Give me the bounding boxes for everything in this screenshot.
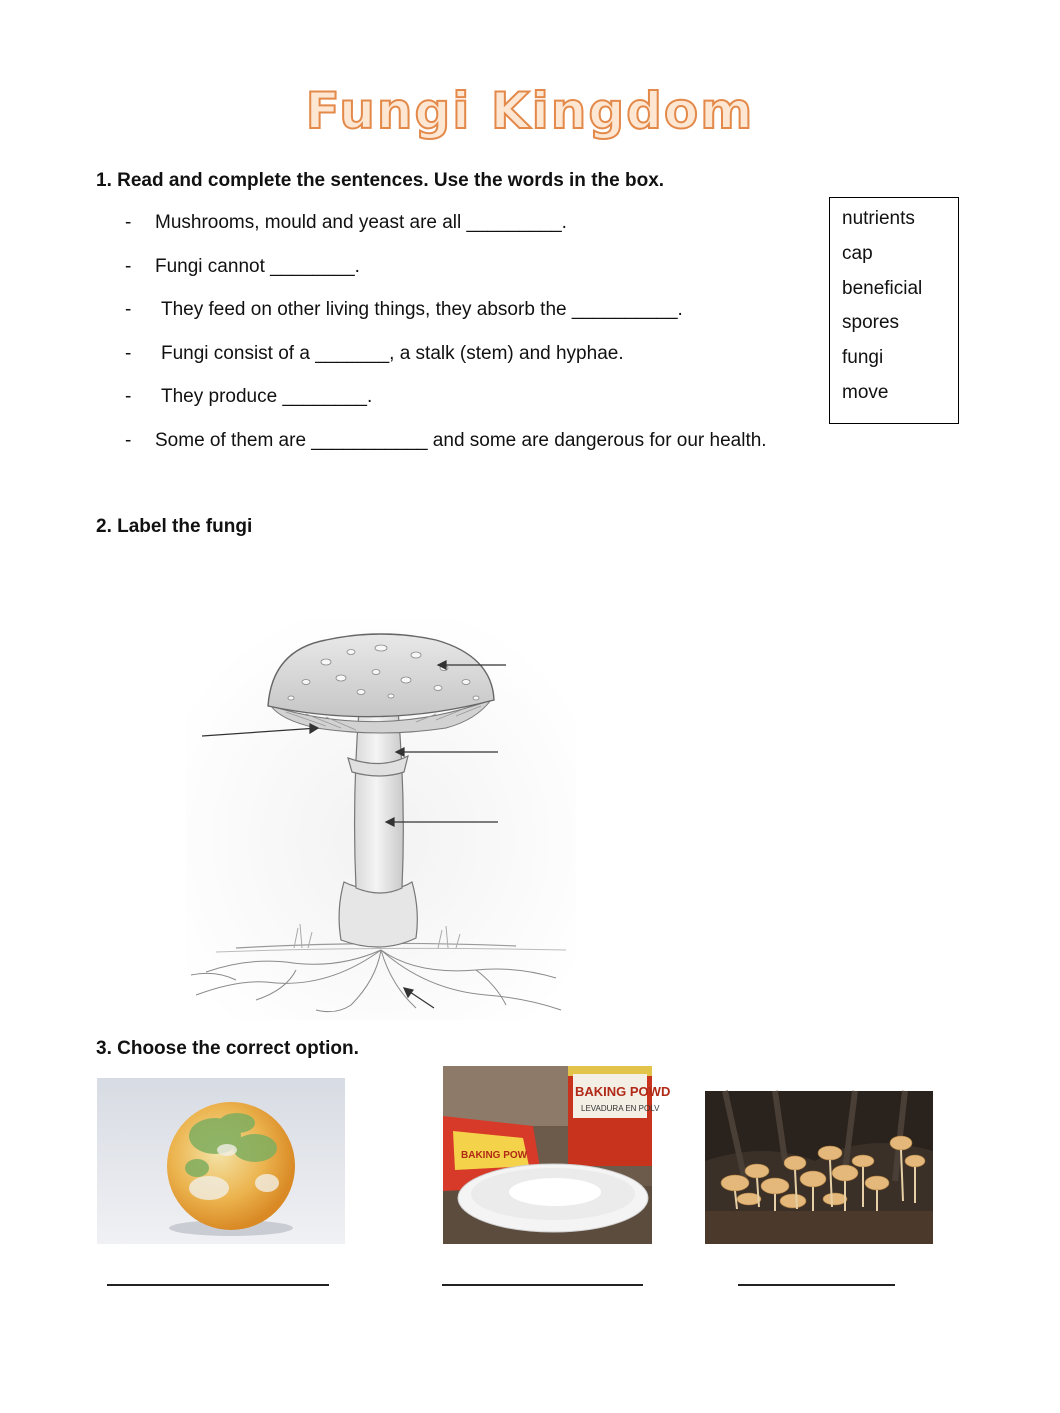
sentence-text[interactable]: They produce ________. bbox=[161, 386, 373, 408]
word-box bbox=[829, 197, 959, 424]
bullet-dash: - bbox=[125, 386, 132, 408]
answer-line[interactable] bbox=[107, 1284, 329, 1286]
sentence-text[interactable]: Mushrooms, mould and yeast are all _________. bbox=[155, 212, 567, 233]
word-box-item: spores bbox=[842, 312, 900, 334]
bullet-dash: - bbox=[125, 255, 132, 277]
packet-label-text: BAKING POW bbox=[461, 1150, 528, 1161]
bullet-dash: - bbox=[125, 212, 132, 233]
sentence-item bbox=[125, 339, 825, 383]
sentence-item bbox=[125, 426, 825, 470]
sentence-item bbox=[125, 382, 825, 426]
mushrooms-on-tree-icon[interactable] bbox=[705, 1091, 933, 1244]
sentence-text[interactable]: Some of them are ___________ and some are dangerous for our health. bbox=[155, 429, 767, 451]
word-box-item: move bbox=[842, 381, 889, 403]
sentence-text[interactable]: They feed on other living things, they absorb the __________. bbox=[161, 299, 683, 321]
section-3-heading: 3. Choose the correct option. bbox=[96, 1038, 359, 1059]
sentence-list bbox=[125, 208, 825, 470]
word-box-item: beneficial bbox=[842, 277, 923, 299]
bullet-dash: - bbox=[125, 429, 132, 451]
sentence-item bbox=[125, 208, 825, 252]
sentence-text[interactable]: Fungi consist of a _______, a stalk (stem) and hyphae. bbox=[161, 342, 624, 364]
word-box-item: cap bbox=[842, 242, 873, 264]
baking-powder-yeast-icon[interactable] bbox=[443, 1066, 671, 1244]
mouldy-orange-icon[interactable] bbox=[97, 1078, 345, 1244]
bullet-dash: - bbox=[125, 299, 132, 321]
page-title: Fungi Kingdom bbox=[305, 82, 755, 140]
mushroom-diagram-icon bbox=[176, 610, 586, 1025]
bullet-dash: - bbox=[125, 342, 132, 364]
sentence-text[interactable]: Fungi cannot ________. bbox=[155, 255, 360, 277]
sentence-item bbox=[125, 295, 825, 339]
answer-line[interactable] bbox=[442, 1284, 643, 1286]
word-box-item: fungi bbox=[842, 347, 884, 369]
sentence-item bbox=[125, 252, 825, 296]
word-box-item: nutrients bbox=[842, 208, 915, 229]
tin-sublabel-text: LEVADURA EN POLV bbox=[581, 1104, 660, 1113]
section-1-heading: 1. Read and complete the sentences. Use the words in the box. bbox=[96, 170, 665, 191]
answer-line[interactable] bbox=[738, 1284, 895, 1286]
section-2-heading: 2. Label the fungi bbox=[96, 516, 253, 537]
tin-label-text: BAKING POWD bbox=[575, 1084, 671, 1099]
